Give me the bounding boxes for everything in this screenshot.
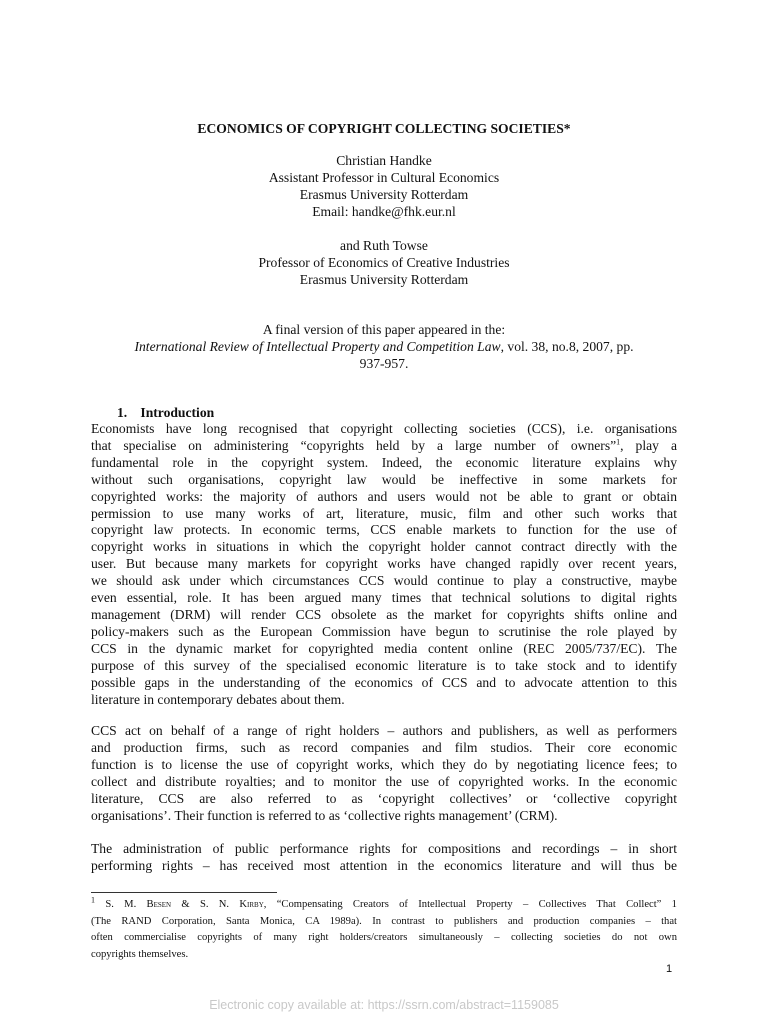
publication-details: , vol. 38, no.8, 2007, pp.: [500, 339, 634, 354]
text-line: literature, CCS are also referred to as ‘copyright collectives’ or ‘collective copyright: [91, 790, 677, 806]
footnote-1: [91, 897, 677, 964]
author2-position: Professor of Economics of Creative Industries: [258, 255, 510, 270]
text-line: CCS act on behalf of a range of right holders – authors and publishers, as well as performers: [91, 723, 677, 738]
author1-affiliation: Erasmus University Rotterdam: [299, 187, 469, 202]
text-line: fundamental role in the copyright system. Indeed, the economic literature explains why: [91, 454, 677, 470]
text-line: performing rights – has received most attention in the economics literature and will thus be: [91, 857, 677, 873]
footnote-divider: [91, 892, 277, 893]
author2-name: and Ruth Towse: [340, 238, 428, 253]
author2-block: [0, 237, 768, 288]
text-line: management (DRM) will render CCS obsolete as the market for copyrights shifts online and: [91, 606, 677, 622]
paragraph-1: [91, 421, 677, 708]
text-line: The administration of public performance rights for compositions and recordings – in short: [91, 841, 677, 856]
publication-pages: 937-957.: [359, 356, 409, 371]
paper-title: ECONOMICS OF COPYRIGHT COLLECTING SOCIETIES*: [197, 121, 571, 136]
text-line: function is to license the use of copyright works, which they do by negotiating licence fees; to: [91, 756, 677, 772]
footnote-authors: S. M. Besen & S. N. Kirby: [105, 899, 264, 910]
publication-note: [0, 321, 768, 372]
author1-name: Christian Handke: [336, 153, 432, 168]
footnote-number: 1: [91, 895, 95, 905]
section-heading: [117, 405, 214, 421]
section-title: Introduction: [140, 405, 215, 420]
footnote-reference[interactable]: 1: [616, 437, 621, 447]
text-line: permission to use many works of art, literature, music, film and other such works that: [91, 505, 677, 521]
section-number: 1.: [117, 405, 128, 420]
text-line: user. But because many markets for copyright works have changed rapidly over recent years,: [91, 556, 677, 572]
text-line: we should ask under which circumstances CCS would continue to play a constructive, maybe: [91, 573, 677, 589]
text-line: and production firms, such as record companies and film studios. Their core economic: [91, 739, 677, 755]
text-line: policy-makers such as the European Commission have begun to scrutinise the role played by: [91, 623, 677, 639]
text-fragment: , play a: [620, 437, 677, 453]
journal-name: International Review of Intellectual Property and Competition Law: [134, 339, 501, 354]
text-line: organisations’. Their function is referred to as ‘collective rights management’ (CRM).: [91, 807, 558, 823]
text-line: without such organisations, copyright law would be ineffective in some markets for: [91, 471, 677, 487]
text-line: purpose of this survey of the specialised economic literature is to take stock and to identify: [91, 657, 677, 673]
text-line: possible gaps in the understanding of the economics of CCS and to advocate attention to this: [91, 674, 677, 690]
text-line: CCS in the dynamic market for copyrighted media content online (REC 2005/737/EC). The: [91, 640, 677, 656]
text-line: literature in contemporary debates about them.: [91, 691, 345, 707]
ssrn-notice[interactable]: Electronic copy available at: https://ssrn.com/abstract=1159085: [209, 998, 559, 1012]
footnote-text: , “Compensating Creators of Intellectual Property – Collectives That Collect” 1: [263, 899, 677, 910]
footnote-line: copyrights themselves.: [91, 949, 189, 961]
footnote-line: (The RAND Corporation, Santa Monica, CA 1989a). In contrast to publishers and production companies – that: [91, 915, 677, 927]
author1-block: [0, 152, 768, 220]
publication-citation: [0, 338, 768, 355]
paragraph-2: [91, 723, 677, 824]
publication-intro: A final version of this paper appeared in the:: [262, 322, 506, 337]
author1-email: Email: handke@fhk.eur.nl: [312, 204, 456, 219]
text-line: collect and distribute royalties; and to monitor the use of copyrighted works. In the economic: [91, 773, 677, 789]
page-number: 1: [666, 963, 673, 975]
paragraph-3: [91, 841, 677, 875]
author1-position: Assistant Professor in Cultural Economics: [268, 170, 500, 185]
text-line: copyright works in situations in which the copyright holder cannot contract directly with the: [91, 539, 677, 555]
text-fragment: that specialise on administering “copyrights held by a large number of owners”: [91, 437, 617, 453]
text-line: copyright law protects. In economic terms, CCS enable markets to function for the use of: [91, 522, 677, 538]
footnote-line: [91, 897, 677, 914]
footnote-line: often commercialise copyrights of many right holders/creators simultaneously – collecting societies do not own: [91, 932, 677, 944]
text-line: copyrighted works: the majority of authors and users would not be able to grant or obtain: [91, 488, 677, 504]
text-line: [91, 438, 677, 455]
author2-affiliation: Erasmus University Rotterdam: [299, 272, 469, 287]
text-line: even essential, role. It has been argued many times that technical solutions to digital rights: [91, 590, 677, 606]
text-line: Economists have long recognised that copyright collecting societies (CCS), i.e. organisations: [91, 421, 677, 436]
